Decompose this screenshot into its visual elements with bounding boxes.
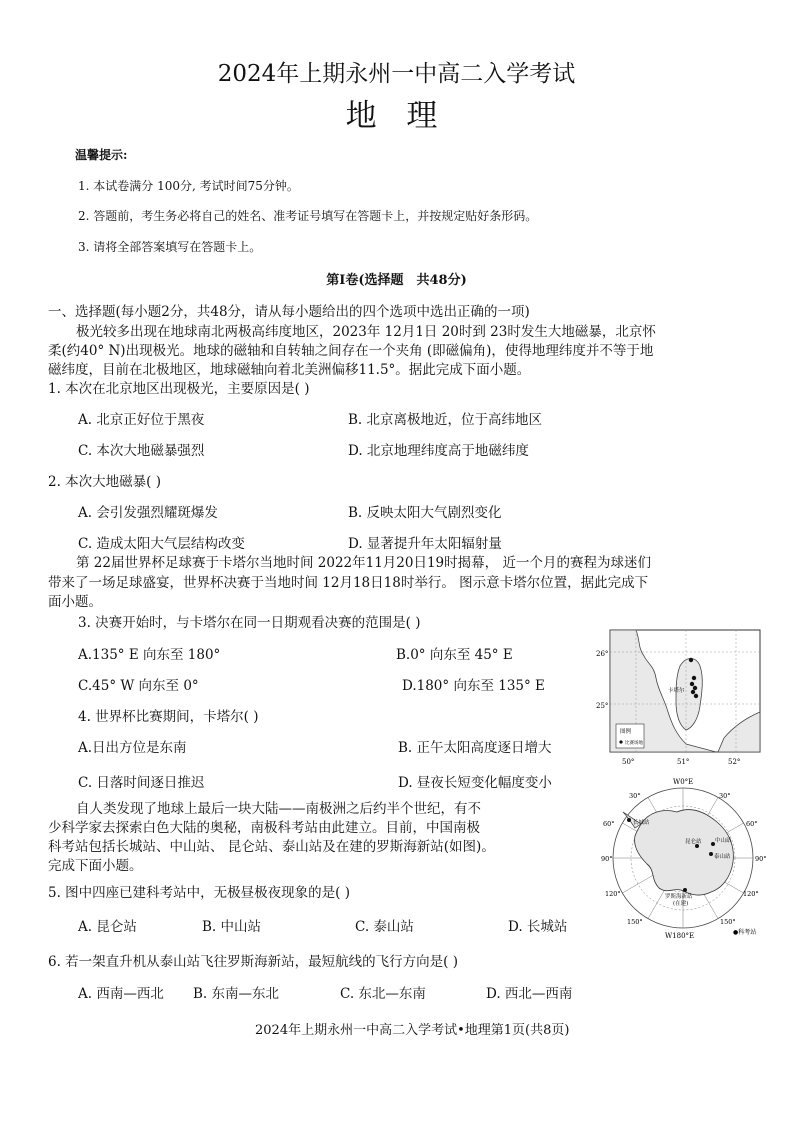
left-tick: 120°: [605, 890, 621, 898]
passage3-line: 少科学家去探索白色大陆的奥秘，南极科考站由此建立。目前，中国南极: [48, 820, 480, 836]
passage1-line: 柔(约40° N)出现极光。地球的磁轴和自转轴之间存在一个夹角 (即磁偏角)，使得地理纬度并不等于地: [48, 343, 654, 359]
lon-label: 52°: [728, 758, 741, 766]
q4-option-a: A.日出方位是东南: [78, 740, 187, 756]
right-tick: 90°: [755, 855, 767, 863]
q6-option-a: A. 西南—西北: [78, 986, 164, 1002]
meridian-label-top: W0°E: [673, 778, 694, 786]
qatar-map: [596, 626, 766, 768]
tip-item: 2. 答题前，考生务必将自己的姓名、准考证号填写在答题卡上，并按规定贴好条形码。: [78, 209, 538, 223]
question-3-stem: 3. 决赛开始时，与卡塔尔在同一日期观看决赛的范围是( ): [78, 615, 421, 631]
station-point: [709, 852, 713, 856]
question-5-stem: 5. 图中四座已建科考站中，无极昼极夜现象的是( ): [48, 885, 350, 901]
q2-option-d: D. 显著提升年太阳辐射量: [348, 536, 502, 552]
stadium-point: [692, 676, 696, 680]
q5-option-d: D. 长城站: [508, 919, 568, 935]
q1-option-c: C. 本次大地磁暴强烈: [78, 443, 205, 459]
tip-item: 3. 请将全部答案填写在答题卡上。: [78, 240, 262, 254]
passage2-line: 面小题。: [48, 594, 102, 610]
q5-option-c: C. 泰山站: [355, 919, 414, 935]
passage3-line: 自人类发现了地球上最后一块大陆——南极洲之后约半个世纪，有不: [76, 801, 481, 817]
lon-label: 51°: [677, 758, 690, 766]
q3-option-a: A.135° E 向东至 180°: [78, 647, 221, 663]
antarctica-map: [593, 772, 771, 942]
passage3-line: 科考站包括长城站、中山站、 昆仑站、泰山站及在建的罗斯海新站(如图)。: [48, 839, 495, 855]
station-label: 长城站: [633, 820, 650, 826]
meridian-label-bottom: W180°E: [665, 932, 695, 940]
passage1-line: 磁纬度，目前在北极地区，地球磁轴向着北美洲偏移11.5°。据此完成下面小题。: [48, 362, 531, 378]
q3-option-d: D.180° 向东至 135° E: [402, 678, 545, 694]
stadium-point: [691, 690, 695, 694]
q4-option-c: C. 日落时间逐日推迟: [78, 775, 205, 791]
left-tick: 60°: [603, 820, 615, 828]
q4-option-b: B. 正午太阳高度逐日增大: [398, 740, 552, 756]
question-1-stem: 1. 本次在北京地区出现极光，主要原因是( ): [48, 381, 310, 397]
q6-option-b: B. 东南—东北: [193, 986, 280, 1002]
passage1-line: 极光较多出现在地球南北两极高纬度地区，2023年 12月1日 20时到 23时发生大地磁暴，北京怀: [76, 324, 656, 340]
stadium-point: [694, 694, 698, 698]
q3-option-b: B.0° 向东至 45° E: [396, 647, 513, 663]
right-tick: 30°: [719, 792, 731, 800]
tips-heading: 温馨提示:: [75, 148, 128, 162]
exam-title: 2024年上期永州一中高二入学考试: [217, 61, 576, 87]
left-tick: 90°: [601, 855, 613, 863]
lat-label: 25°: [596, 702, 609, 710]
q6-option-d: D. 西北—西南: [486, 986, 573, 1002]
passage2-line: 带来了一场足球盛宴，世界杯决赛于当地时间 12月18日18时举行。 图示意卡塔尔位置，据此完成下: [48, 575, 649, 591]
station-label: 昆仑站: [685, 839, 702, 845]
subject-title: 地 理: [345, 98, 448, 134]
q1-option-a: A. 北京正好位于黑夜: [78, 412, 205, 428]
section-title: 第Ⅰ卷(选择题 共48分): [326, 273, 467, 288]
q6-option-c: C. 东北—东南: [340, 986, 426, 1002]
q3-option-c: C.45° W 向东至 0°: [78, 678, 199, 694]
station-label: 罗斯海新站: [665, 894, 693, 900]
question-2-stem: 2. 本次大地磁暴( ): [48, 474, 161, 490]
question-6-stem: 6. 若一架直升机从泰山站飞往罗斯海新站，最短航线的飞行方向是( ): [48, 954, 458, 970]
page-footer: 2024年上期永州一中高二入学考试•地理第1页(共8页): [255, 1023, 570, 1038]
stadium-point: [689, 658, 693, 662]
section-intro: 一、选择题(每小题2分，共48分，请从每小题给出的四个选项中选出正确的一项): [48, 304, 530, 320]
left-tick: 30°: [629, 792, 641, 800]
q2-option-a: A. 会引发强烈耀斑爆发: [78, 505, 218, 521]
q1-option-d: D. 北京地理纬度高于地磁纬度: [348, 443, 529, 459]
station-label: 泰山站: [714, 854, 731, 860]
passage2-line: 第 22届世界杯足球赛于卡塔尔当地时间 2022年11月20日19时揭幕， 近一个月的赛程为球迷们: [76, 555, 651, 571]
q4-option-d: D. 昼夜长短变化幅度变小: [398, 775, 552, 791]
passage3-line: 完成下面小题。: [48, 858, 143, 874]
right-tick: 150°: [720, 918, 736, 926]
q2-option-b: B. 反映太阳大气剧烈变化: [348, 505, 502, 521]
q2-option-c: C. 造成太阳大气层结构改变: [78, 536, 245, 552]
legend-title: 图例: [620, 729, 632, 735]
left-tick: 150°: [627, 918, 643, 926]
legend-station: ●科考站: [733, 929, 757, 936]
stadium-point: [693, 686, 697, 690]
stadium-point: [690, 682, 694, 686]
station-point: [683, 888, 687, 892]
qatar-label: 卡塔尔: [668, 688, 685, 694]
tip-item: 1. 本试卷满分 100分, 考试时间75分钟。: [78, 179, 299, 193]
lon-label: 50°: [622, 758, 635, 766]
station-label: 中山站: [715, 838, 732, 844]
q1-option-b: B. 北京离极地近，位于高纬地区: [348, 412, 543, 428]
station-point: [627, 818, 631, 822]
q5-option-b: B. 中山站: [202, 919, 262, 935]
question-4-stem: 4. 世界杯比赛期间，卡塔尔( ): [78, 709, 259, 725]
legend-item: 比赛场地: [625, 741, 643, 746]
station-label: (在建): [673, 901, 689, 907]
lat-label: 26°: [596, 650, 609, 658]
right-tick: 60°: [746, 820, 758, 828]
right-tick: 120°: [743, 890, 759, 898]
q5-option-a: A. 昆仑站: [78, 919, 137, 935]
